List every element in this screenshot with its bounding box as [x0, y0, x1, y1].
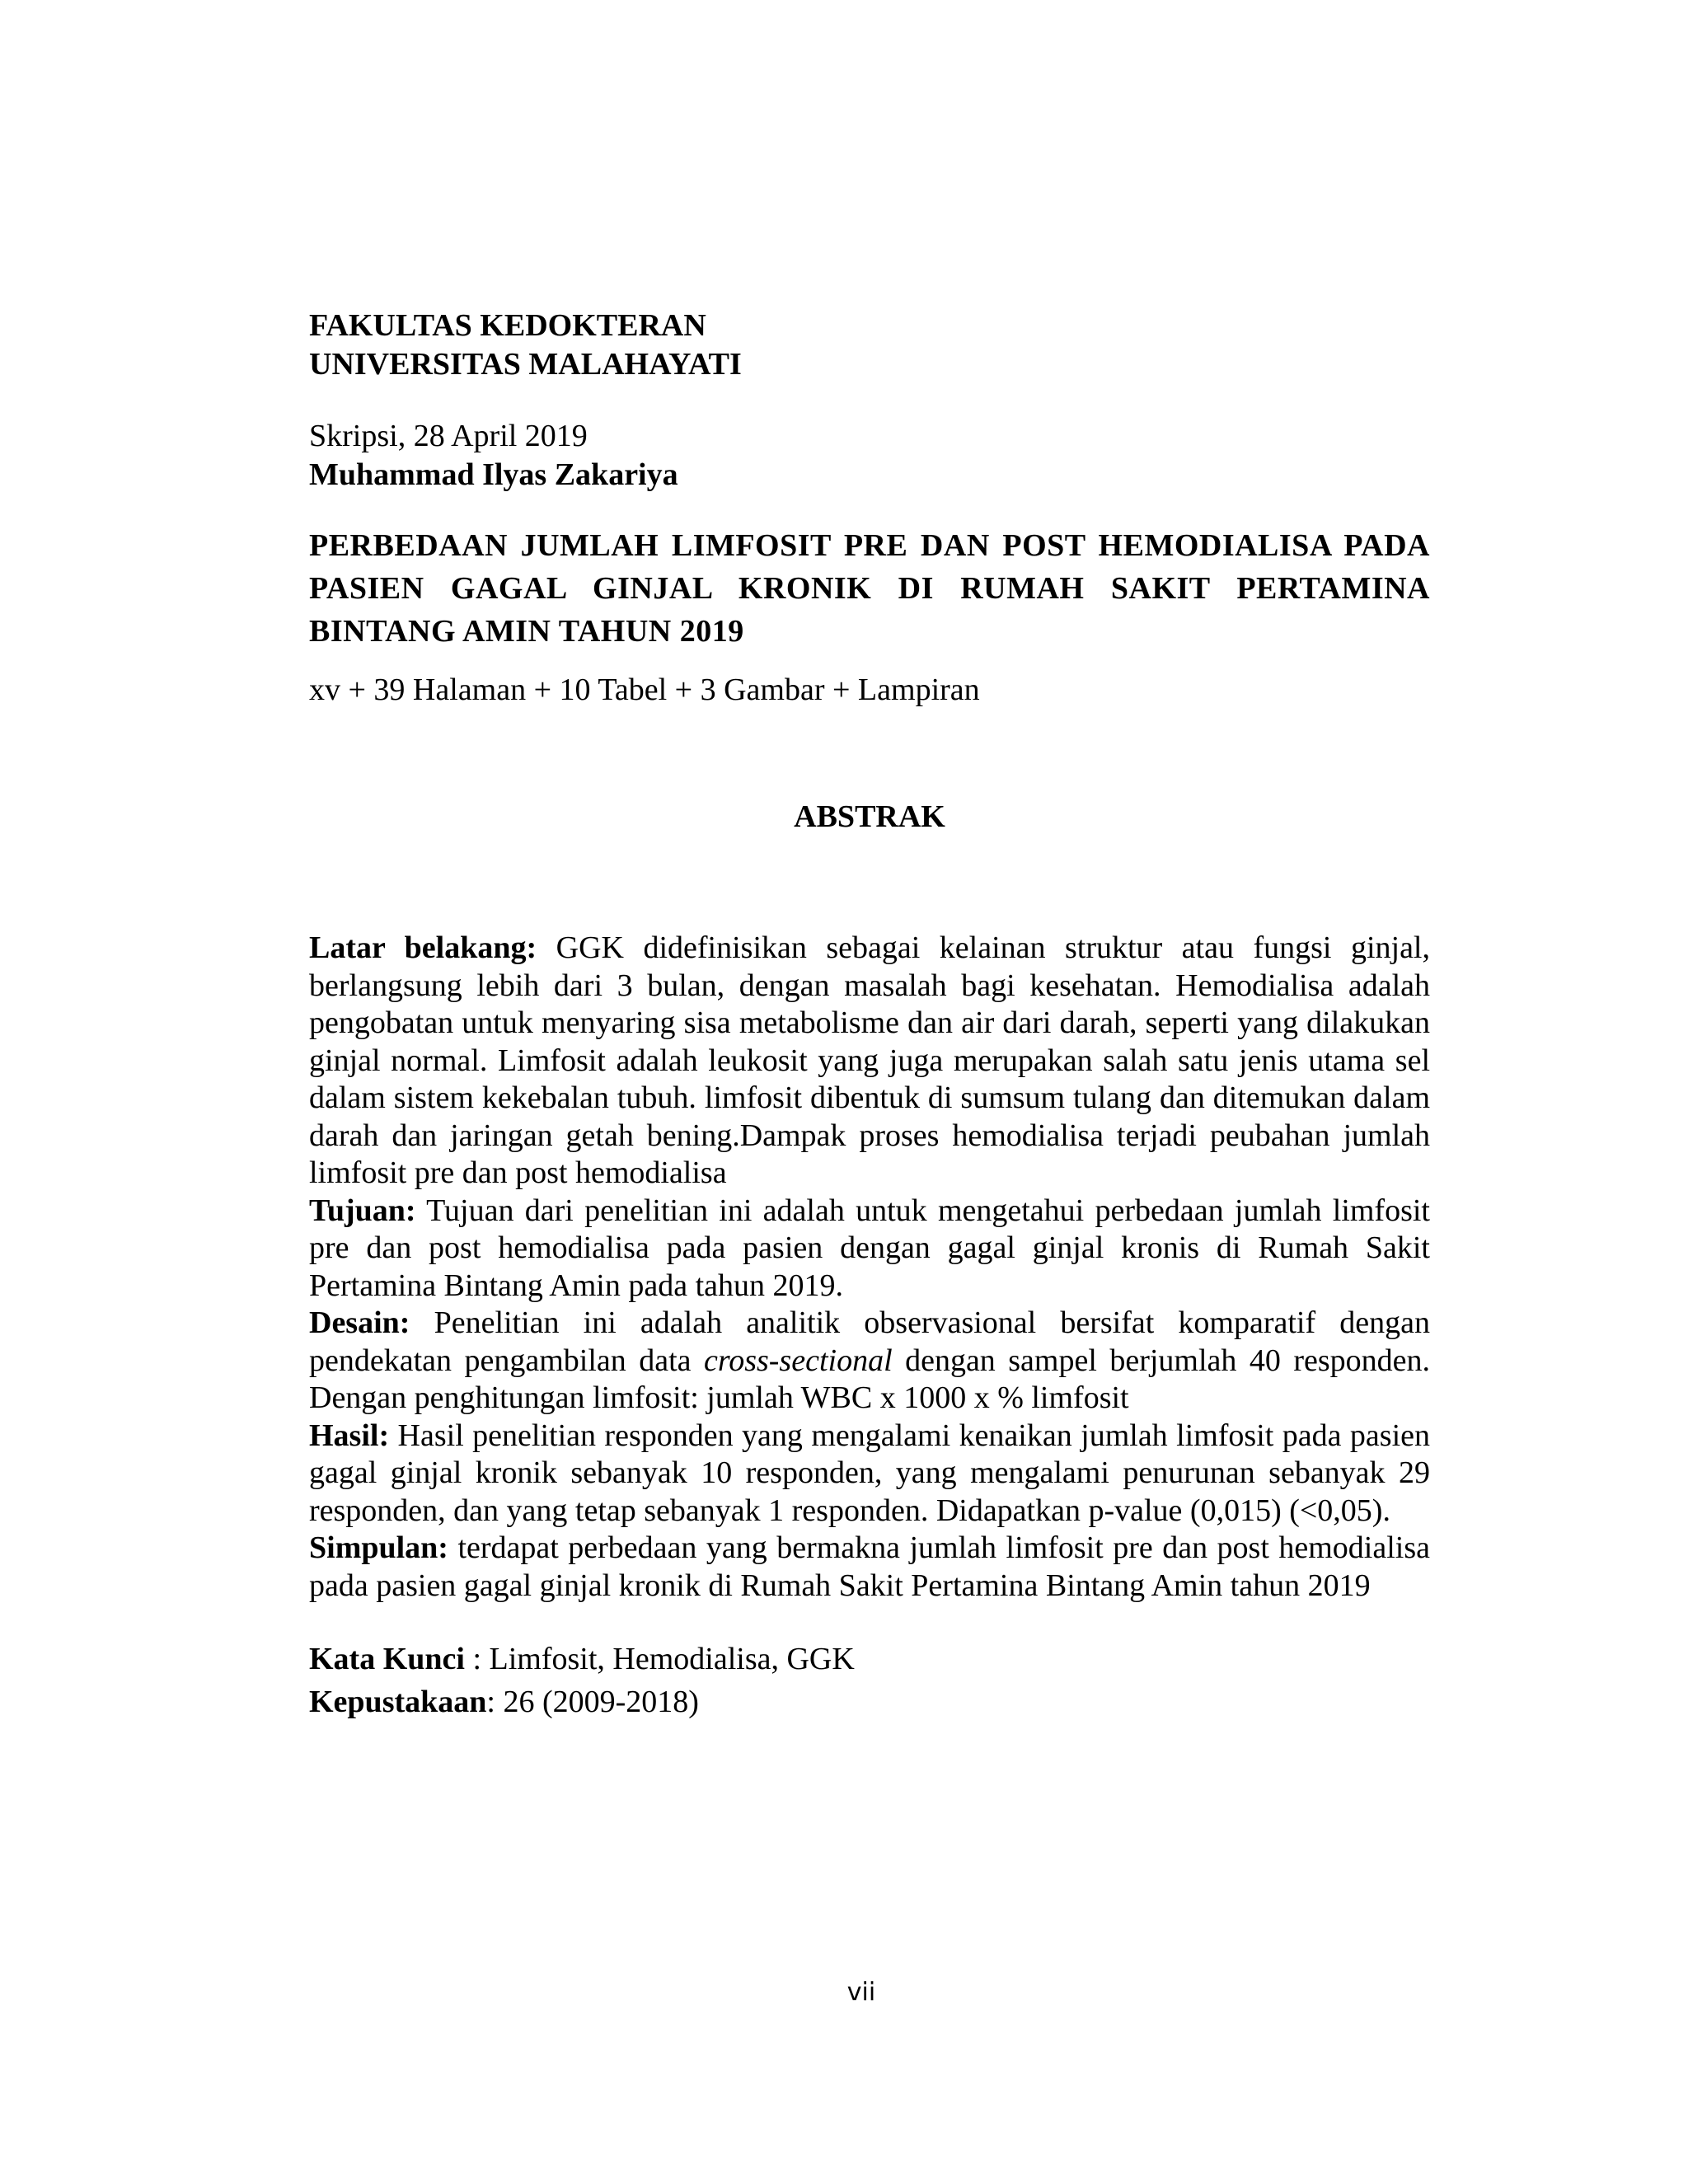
- result-text: Hasil penelitian responden yang mengalami kenaikan jumlah limfosit pada pasien gagal ginjal kronik sebanyak 10 responden, yang mengalami penurunan sebanyak 29 responden, dan yang tetap sebanyak 1 responden. Didapatkan p-value (0,015) (<0,05).: [309, 1418, 1430, 1528]
- background-text: GGK didefinisikan sebagai kelainan struktur atau fungsi ginjal, berlangsung lebih dari 3 bulan, dengan masalah bagi kesehatan. Hemodialisa adalah pengobatan untuk menyaring sisa metabolisme dan air dari darah, seperti yang dilakukan ginjal normal. Limfosit adalah leukosit yang juga merupakan salah satu jenis utama sel dalam sistem kekebalan tubuh. limfosit dibentuk di sumsum tulang dan ditemukan dalam darah dan jaringan getah bening.Dampak proses hemodialisa terjadi peubahan jumlah limfosit pre dan post hemodialisa: [309, 930, 1430, 1190]
- university-name: UNIVERSITAS MALAHAYATI: [309, 347, 742, 382]
- design-label: Desain:: [309, 1305, 410, 1340]
- page-number: vii: [846, 1978, 876, 2007]
- page-content: [309, 307, 1430, 1723]
- result-paragraph: [309, 1418, 1430, 1530]
- keywords-line: [309, 1638, 1430, 1680]
- keywords-value: : Limfosit, Hemodialisa, GGK: [464, 1642, 855, 1676]
- references-label: Kepustakaan: [309, 1685, 487, 1719]
- aim-label: Tujuan:: [309, 1193, 416, 1228]
- background-label: Latar belakang:: [309, 930, 537, 965]
- design-text-italic: cross-sectional: [703, 1343, 893, 1378]
- references-value: : 26 (2009-2018): [486, 1685, 699, 1719]
- author-name: Muhammad Ilyas Zakariya: [309, 457, 678, 492]
- keywords-label: Kata Kunci: [309, 1642, 465, 1676]
- institution-header: [309, 307, 1430, 384]
- faculty-name: FAKULTAS KEDOKTERAN: [309, 308, 706, 343]
- result-label: Hasil:: [309, 1418, 390, 1453]
- aim-text: Tujuan dari penelitian ini adalah untuk mengetahui perbedaan jumlah limfosit pre dan post hemodialisa pada pasien dengan gagal ginjal kronis di Rumah Sakit Pertamina Bintang Amin pada tahun 2019.: [309, 1193, 1430, 1303]
- conclusion-label: Simpulan:: [309, 1530, 448, 1565]
- thesis-title: PERBEDAAN JUMLAH LIMFOSIT PRE DAN POST HEMODIALISA PADA PASIEN GAGAL GINJAL KRONIK DI RUMAH SAKIT PERTAMINA BINTANG AMIN TAHUN 2019: [309, 528, 1430, 649]
- references-line: [309, 1680, 1430, 1723]
- document-date: Skripsi, 28 April 2019: [309, 419, 588, 453]
- design-text-after: dengan sampel berjumlah 40 responden. Dengan penghitungan limfosit: jumlah WBC x 1000 x % limfosit: [309, 1343, 1430, 1415]
- aim-paragraph: [309, 1193, 1430, 1305]
- page-count-line: xv + 39 Halaman + 10 Tabel + 3 Gambar + Lampiran: [309, 673, 980, 707]
- abstract-body: [309, 930, 1430, 1605]
- abstract-heading: ABSTRAK: [794, 799, 945, 834]
- conclusion-paragraph: [309, 1530, 1430, 1605]
- design-text-before: Penelitian ini adalah analitik observasional bersifat komparatif dengan pendekatan pengambilan data: [309, 1305, 1430, 1378]
- conclusion-text: terdapat perbedaan yang bermakna jumlah limfosit pre dan post hemodialisa pada pasien gagal ginjal kronik di Rumah Sakit Pertamina Bintang Amin tahun 2019: [309, 1530, 1430, 1603]
- design-paragraph: [309, 1305, 1430, 1418]
- document-meta: [309, 417, 1430, 494]
- background-paragraph: [309, 930, 1430, 1193]
- keywords-block: [309, 1638, 1430, 1723]
